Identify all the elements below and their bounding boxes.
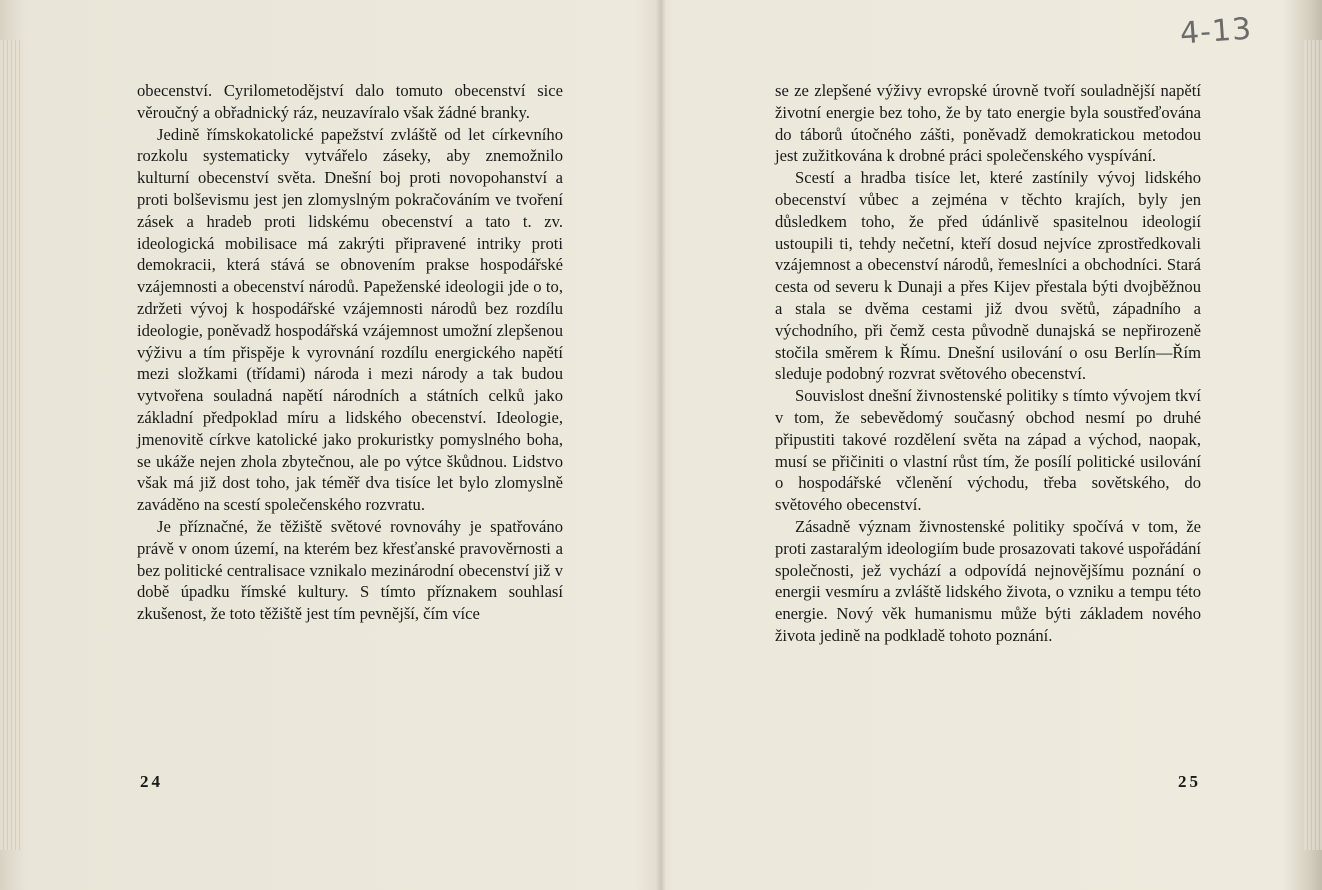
book-gutter <box>656 0 666 890</box>
right-page-edges <box>1304 40 1322 850</box>
paragraph: Zásadně význam živnostenské politiky spočívá v tom, že proti zastaralým ideologiím bude prosazovati takové uspořádání společnosti, jež vychází a odpovídá nejnovějšímu poznání o energii vesmíru a zvláště lidského života, o vzniku a tempu této energie. Nový věk humanismu může býti základem nového života jedině na podkladě tohoto poznání. <box>775 516 1201 645</box>
page-number-left: 24 <box>140 772 163 791</box>
left-page <box>137 80 563 625</box>
paragraph: obecenství. Cyrilometodějství dalo tomuto obecenství sice věroučný a obřadnický ráz, neuzavíralo však žádné branky. <box>137 81 563 122</box>
left-page-edges <box>0 40 22 850</box>
paragraph: se ze zlepšené výživy evropské úrovně tvoří souladnější napětí životní energie bez toho, že by tato energie byla soustřeďována do táborů útočného zášti, poněvadž demokratickou metodou jest zužitkována k drobné práci společenského vyspívání. <box>775 81 1201 166</box>
paragraph: Je příznačné, že těžiště světové rovnováhy je spatřováno právě v onom území, na kterém bez křesťanské pravověrnosti a bez politické centralisace vznikalo mezinárodní obecenství již v době úpadku římské kultury. S tímto příznakem souhlasí zkušenost, že toto těžiště jest tím pevnější, čím více <box>137 516 563 624</box>
right-page <box>775 80 1201 647</box>
page-number-right: 25 <box>1178 772 1201 791</box>
paragraph: Scestí a hradba tisíce let, které zastínily vývoj lidského obecenství vůbec a zejména v těchto krajích, byly jen důsledkem toho, že před údánlivě spasitelnou ideologií ustoupili ti, tehdy nečetní, kteří dosud nejvíce zprostředkovali vzájemnost a obecenství národů, řemeslníci a obchodníci. Stará cesta od severu k Dunaji a přes Kijev přestala býti dvojběžnou a stala se dvěma cestami již dvou světů, západního a východního, při čemž cesta původně dunajská se nepřirozeně stočila směrem k Římu. Dnešní usilování o osu Berlín—Řím sleduje podobný rozvrat světového obecenství. <box>775 168 1201 384</box>
paragraph: Souvislost dnešní živnostenské politiky s tímto vývojem tkví v tom, že sebevědomý současný obchod nesmí po druhé připustiti takové rozdělení světa na západ a východ, naopak, musí se přičiniti o vlastní růst tím, že posílí politické usilování o hospodářské včlenění východu, třeba sovětského, do světového obecenství. <box>775 386 1201 515</box>
paragraph: Jedině římskokatolické papežství zvláště od let církevního rozkolu systematicky vytvářelo záseky, aby znemožnilo kulturní obecenství světa. Dnešní boj proti novopohanství a proti bolševismu jest jen zlomyslným pokračováním ve tvoření zásek a hradeb proti lidskému obecenství a tato t. zv. ideologická mobilisace má zakrýti připravené intriky proti demokracii, která stává se obnovením prakse hospodářské vzájemnosti a obecenství národů. Papeženské ideologii jde o to, zdržeti vývoj k hospodářské vzájemnosti národů bez rozdílu ideologie, poněvadž hospodářská vzájemnost umožní zlepšenou výživu a tím přispěje k vyrovnání rozdílu energického napětí mezi složkami (třídami) národa i mezi národy a tak budou vytvořena souladná napětí národních a státních celků jako základní předpoklad míru a lidského obecenství. Ideologie, jmenovitě církve katolické jako prokuristky pomyslného boha, se ukáže nejen zhola zbytečnou, ale po výtce škůdnou. Lidstvo však má již dost toho, jak téměř dva tisíce let bylo zlomyslně zaváděno na scestí společenského rozvratu. <box>137 124 563 515</box>
pencil-annotation: 4-13 <box>1178 11 1254 52</box>
